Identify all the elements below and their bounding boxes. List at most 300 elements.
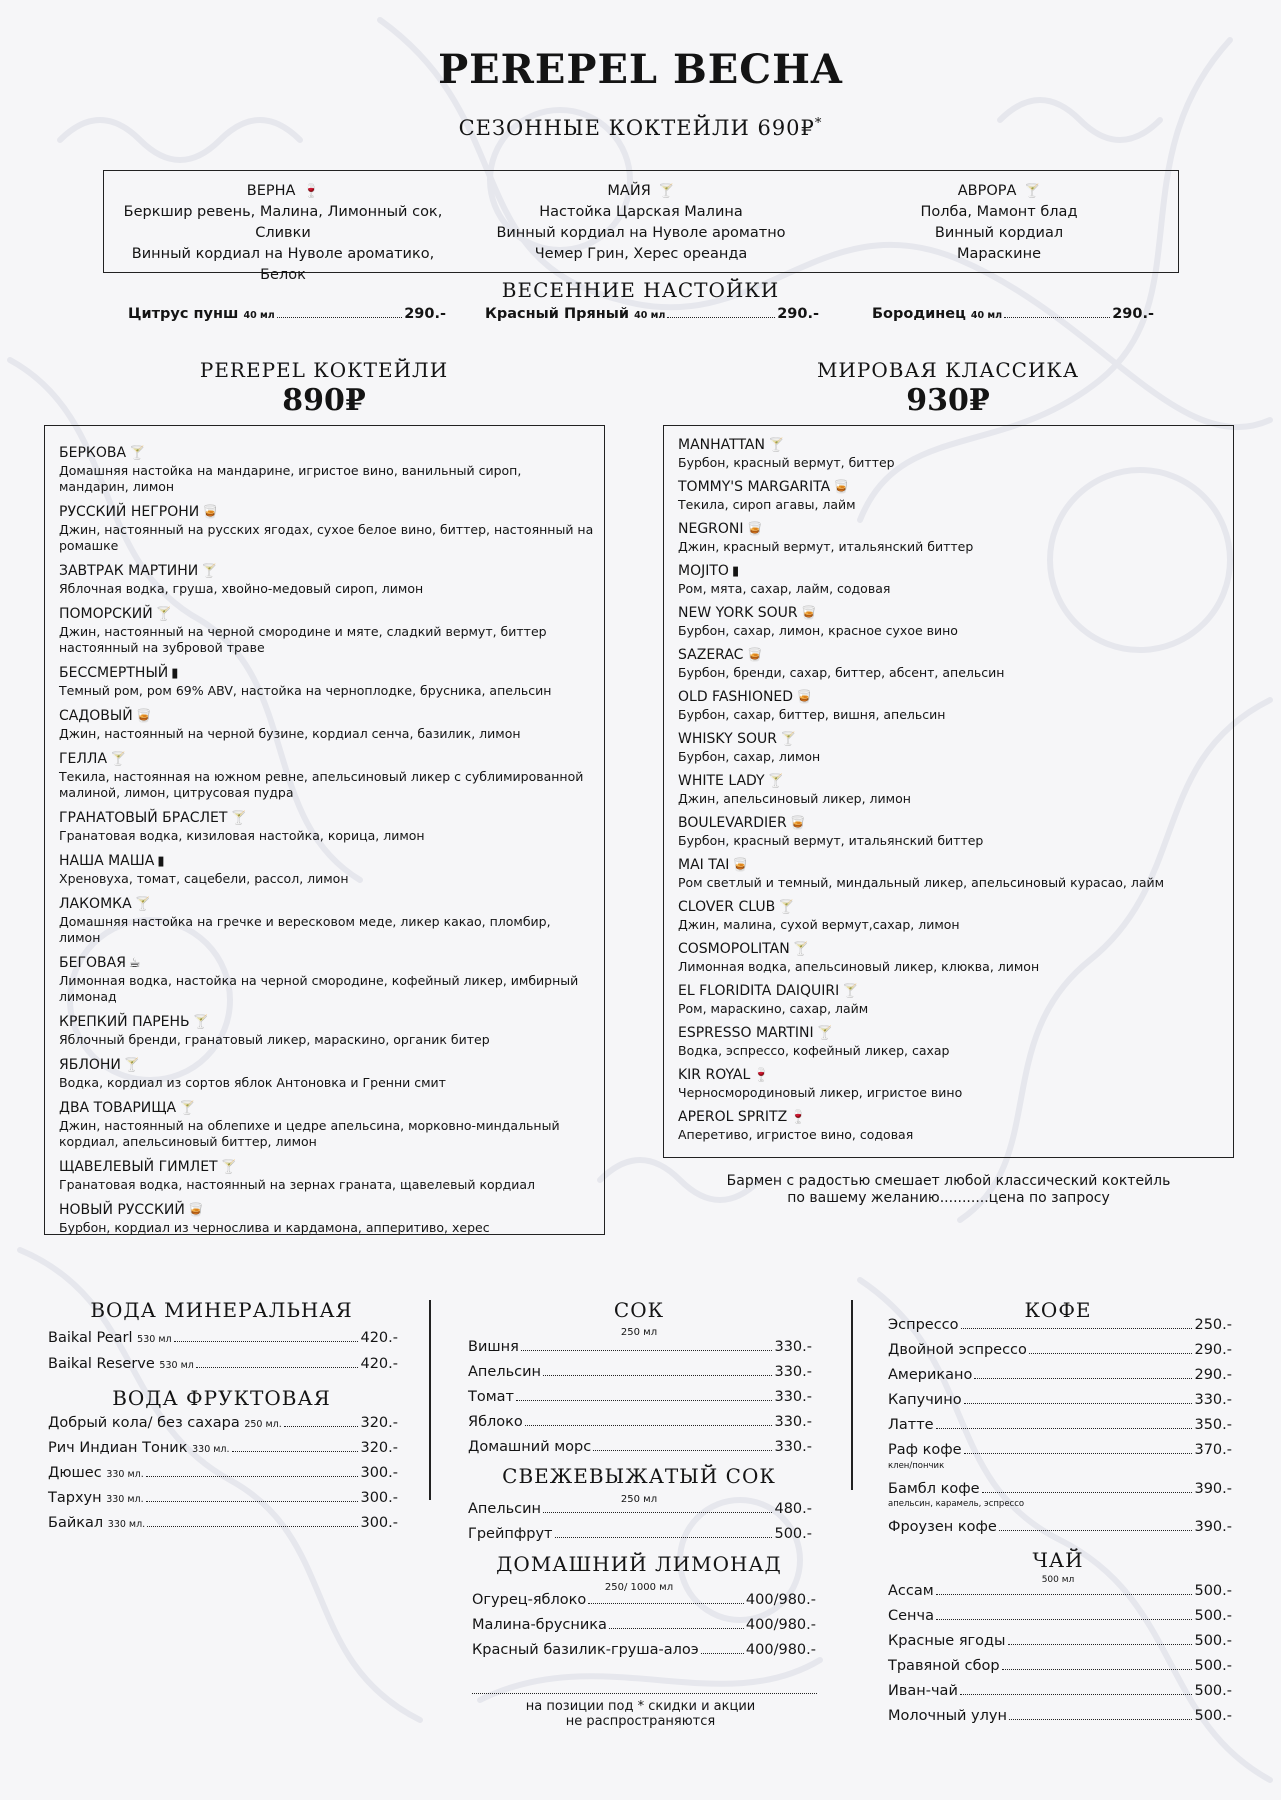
- column-divider: [429, 1300, 431, 1500]
- infusion-price: 290.-: [1112, 306, 1154, 322]
- cocktail-name: САДОВЫЙ 🥃: [59, 708, 152, 724]
- drink-note: апельсин, карамель, эспрессо: [888, 1499, 1025, 1509]
- drink-name: Молочный улун: [888, 1708, 1007, 1724]
- martini-glass-icon: 🍸: [658, 184, 675, 199]
- menu-title: PEREPEL BECHA: [438, 46, 843, 93]
- drink-row: [888, 1392, 1232, 1408]
- cocktail-description: Бурбон, сахар, биттер, вишня, апельсин: [678, 707, 946, 722]
- drink-row: [472, 1642, 816, 1658]
- drink-price: 330.-: [774, 1364, 812, 1380]
- cocktail-item: [678, 520, 1223, 555]
- infusion-price: 290.-: [404, 306, 446, 322]
- drink-name: Капучино: [888, 1392, 962, 1408]
- drink-row: [888, 1367, 1232, 1383]
- drink-row: [468, 1389, 812, 1405]
- cocktail-description: Ром, мята, сахар, лайм, содовая: [678, 581, 891, 596]
- infusions-row: [0, 306, 1281, 330]
- perepel-price: 890₽: [282, 383, 366, 418]
- classics-box: [663, 425, 1234, 1158]
- cocktail-item: [678, 562, 1223, 597]
- cocktail-item: [678, 604, 1223, 639]
- drink-row: [468, 1501, 812, 1517]
- drink-price: 400/980.-: [745, 1642, 816, 1658]
- cocktail-description: Яблочный бренди, гранатовый ликер, мараскино, органик битер: [59, 1032, 490, 1047]
- tea-heading: ЧАЙ: [1032, 1548, 1084, 1572]
- cocktail-name: ЛАКОМКА 🍸: [59, 896, 151, 912]
- dot-leader: [701, 1653, 744, 1654]
- drink-price: 420.-: [360, 1330, 398, 1346]
- martini-glass-icon: 🍸: [779, 732, 797, 747]
- cocktail-description: Водка, кордиал из сортов яблок Антоновка и Гренни смит: [59, 1075, 446, 1090]
- martini-glass-icon: 🍸: [1024, 184, 1041, 199]
- cocktail-description: Текила, настоянная на южном ревне, апельсиновый ликер с сублимированной малиной, лимон, цитрусовая пудра: [59, 769, 584, 800]
- drink-price: 290.-: [1194, 1342, 1232, 1358]
- cocktail-description: Джин, апельсиновый ликер, лимон: [678, 791, 911, 806]
- cocktail-item: [59, 852, 594, 887]
- flute-glass-icon: 🍷: [303, 184, 320, 199]
- drink-price: 500.-: [1194, 1708, 1232, 1724]
- cocktail-name: РУССКИЙ НЕГРОНИ 🥃: [59, 504, 219, 520]
- cocktail-item: [678, 436, 1223, 471]
- drink-row: [888, 1442, 1232, 1458]
- drink-row: [888, 1417, 1232, 1433]
- cocktail-name: NEGRONI 🥃: [678, 521, 763, 537]
- martini-glass-icon: 🍸: [129, 446, 146, 461]
- cocktail-name: SAZERAC 🥃: [678, 647, 763, 663]
- drink-row: [468, 1414, 812, 1430]
- cocktail-name: ЗАВТРАК МАРТИНИ 🍸: [59, 563, 218, 579]
- classics-list: [678, 436, 1223, 1150]
- column-divider: [851, 1300, 853, 1490]
- drink-price: 500.-: [1194, 1633, 1232, 1649]
- cocktail-item: [678, 856, 1223, 891]
- infusion-name: Красный Пряный 40 мл: [485, 306, 666, 322]
- drink-row: [48, 1415, 398, 1431]
- cocktail-description: Лимонная водка, настойка на черной смородине, кофейный ликер, имбирный лимонад: [59, 973, 579, 1004]
- drink-name: Раф кофе: [888, 1442, 962, 1458]
- nick-and-nora-glass-icon: 🍸: [110, 752, 127, 767]
- dot-leader: [1004, 317, 1110, 318]
- footnote-line: на позиции под * скидки и акции: [525, 1699, 756, 1714]
- seasonal-name: МАЙЯ 🍸: [462, 181, 820, 202]
- dot-leader: [609, 1628, 744, 1629]
- drink-name: Двойной эспрессо: [888, 1342, 1027, 1358]
- cocktail-name: OLD FASHIONED 🥃: [678, 689, 813, 705]
- drink-name: Апельсин: [468, 1364, 542, 1380]
- cocktail-description: Черносмородиновый ликер, игристое вино: [678, 1085, 963, 1100]
- drink-name: Бамбл кофе: [888, 1481, 980, 1497]
- highball-glass-icon: ▮: [157, 854, 165, 869]
- dot-leader: [961, 1328, 1193, 1329]
- dot-leader: [196, 1367, 359, 1368]
- cocktail-item: [59, 1056, 594, 1091]
- drink-name: Огурец-яблоко: [472, 1592, 587, 1608]
- cocktail-name: MANHATTAN 🍸: [678, 437, 785, 453]
- cocktail-description: Аперетиво, игристое вино, содовая: [678, 1127, 914, 1142]
- seasonal-item: [104, 181, 462, 286]
- drink-name: Тархун 330 мл.: [48, 1490, 144, 1506]
- drink-row: [468, 1364, 812, 1380]
- dot-leader: [146, 1501, 359, 1502]
- drink-price: 390.-: [1194, 1481, 1232, 1497]
- rocks-glass-icon: 🥃: [746, 522, 763, 537]
- cocktail-item: [59, 562, 594, 597]
- nick-and-nora-glass-icon: 🍸: [767, 774, 784, 789]
- nick-and-nora-glass-icon: 🍸: [155, 607, 172, 622]
- rocks-glass-icon: 🥃: [202, 505, 219, 520]
- drink-row: [888, 1583, 1232, 1599]
- highball-glass-icon: ▮: [731, 564, 740, 579]
- drink-price: 330.-: [774, 1439, 812, 1455]
- dot-leader: [543, 1512, 772, 1513]
- coffee-heading: КОФЕ: [1024, 1298, 1092, 1322]
- drink-note: клен/пончик: [888, 1461, 945, 1471]
- cocktail-name: БЕРКОВА 🍸: [59, 445, 146, 461]
- drink-row: [468, 1339, 812, 1355]
- cocktail-item: [678, 688, 1223, 723]
- cocktail-name: EL FLORIDITA DAIQUIRI 🍸: [678, 983, 859, 999]
- drink-price: 300.-: [360, 1515, 398, 1531]
- drink-price: 290.-: [1194, 1367, 1232, 1383]
- infusion-name: Бородинец 40 мл: [872, 306, 1003, 322]
- infusions-heading: ВЕСЕННИЕ НАСТОЙКИ: [501, 278, 780, 302]
- cocktail-description: Домашняя настойка на гречке и вересковом меде, ликер какао, пломбир, лимон: [59, 914, 551, 945]
- drink-name: Малина-брусника: [472, 1617, 607, 1633]
- drink-price: 370.-: [1194, 1442, 1232, 1458]
- dot-leader: [147, 1526, 358, 1527]
- dot-leader: [543, 1375, 772, 1376]
- dot-leader: [277, 317, 402, 318]
- drink-row: [48, 1515, 398, 1531]
- drink-price: 300.-: [360, 1465, 398, 1481]
- fresh-juice-volume: 250 мл: [620, 1494, 658, 1505]
- drink-name: Томат: [468, 1389, 514, 1405]
- seasonal-name: АВРОРА 🍸: [820, 181, 1178, 202]
- cocktail-name: WHISKY SOUR 🍸: [678, 731, 797, 747]
- rocks-glass-icon: 🥃: [833, 480, 850, 495]
- cocktail-name: CLOVER CLUB 🍸: [678, 899, 795, 915]
- cocktail-name: НОВЫЙ РУССКИЙ 🥃: [59, 1202, 205, 1218]
- cocktail-description: Ром, мараскино, сахар, лайм: [678, 1001, 869, 1016]
- drink-price: 320.-: [360, 1440, 398, 1456]
- dot-leader: [1029, 1353, 1193, 1354]
- cocktail-name: ЩАВЕЛЕВЫЙ ГИМЛЕТ 🍸: [59, 1159, 237, 1175]
- infusion-item: [485, 306, 819, 322]
- dot-leader: [1002, 1669, 1193, 1670]
- seasonal-ingredients: Винный кордиал на Нуволе ароматно: [496, 225, 786, 241]
- bartender-note-line: Бармен с радостью смешает любой классический коктейль: [726, 1173, 1171, 1189]
- cocktail-name: KIR ROYAL 🍷: [678, 1067, 770, 1083]
- drink-price: 500.-: [1194, 1683, 1232, 1699]
- rocks-glass-icon: 🥃: [796, 690, 813, 705]
- dot-leader: [936, 1619, 1192, 1620]
- drink-name: Baikal Reserve 530 мл: [48, 1356, 194, 1372]
- drink-row: [472, 1617, 816, 1633]
- nick-and-nora-glass-icon: 🍸: [792, 942, 809, 957]
- drink-row: [48, 1330, 398, 1346]
- cocktail-description: Бурбон, сахар, лимон, красное сухое вино: [678, 623, 958, 638]
- cocktail-item: [59, 503, 594, 554]
- cocktail-description: Ром светлый и темный, миндальный ликер, апельсиновый курасао, лайм: [678, 875, 1165, 890]
- drink-price: 330.-: [774, 1414, 812, 1430]
- drink-row: [888, 1683, 1232, 1699]
- martini-glass-icon: 🍸: [201, 564, 218, 579]
- seasonal-ingredients: Винный кордиал на Нуволе ароматико,: [131, 246, 435, 262]
- footnote-line: не распространяются: [565, 1714, 716, 1729]
- cocktail-item: [678, 982, 1223, 1017]
- drink-price: 300.-: [360, 1490, 398, 1506]
- dot-leader: [964, 1403, 1193, 1404]
- drink-price: 500.-: [1194, 1608, 1232, 1624]
- drink-name: Сенча: [888, 1608, 934, 1624]
- drink-name: Baikal Pearl 530 мл: [48, 1330, 172, 1346]
- cocktail-item: [678, 814, 1223, 849]
- drink-row: [48, 1490, 398, 1506]
- nick-and-nora-glass-icon: 🍸: [230, 811, 247, 826]
- dot-leader: [593, 1450, 772, 1451]
- drink-price: 330.-: [774, 1389, 812, 1405]
- drink-name: Домашний морс: [468, 1439, 592, 1455]
- cocktail-name: ЯБЛОНИ 🍸: [59, 1057, 141, 1073]
- cocktail-description: Бурбон, кордиал из чернослива и кардамона, апперитиво, херес: [59, 1220, 490, 1235]
- drink-name: Американо: [888, 1367, 973, 1383]
- drink-name: Грейпфрут: [468, 1526, 553, 1542]
- cocktail-item: [59, 1201, 594, 1236]
- footnote: [468, 1699, 813, 1729]
- drink-price: 500.-: [1194, 1658, 1232, 1674]
- drink-row: [888, 1708, 1232, 1724]
- perepel-heading: PEREPEL КОКТЕЙЛИ: [199, 358, 449, 382]
- drink-name: Яблоко: [468, 1414, 523, 1430]
- cocktail-name: APEROL SPRITZ 🍷: [678, 1109, 807, 1125]
- footnote-divider: [472, 1693, 817, 1694]
- cocktail-description: Темный ром, ром 69% ABV, настойка на черноплодке, брусника, апельсин: [59, 683, 552, 698]
- cocktail-item: [678, 478, 1223, 513]
- infusion-item: [128, 306, 446, 322]
- cocktail-name: ПОМОРСКИЙ 🍸: [59, 606, 172, 622]
- rocks-glass-icon: 🥃: [187, 1203, 205, 1218]
- dot-leader: [146, 1476, 359, 1477]
- cocktail-item: [59, 809, 594, 844]
- rocks-glass-icon: 🥃: [746, 648, 763, 663]
- drink-row: [888, 1608, 1232, 1624]
- dot-leader: [1009, 1719, 1193, 1720]
- dot-leader: [284, 1426, 359, 1427]
- rocks-glass-icon: 🥃: [732, 858, 749, 873]
- cocktail-description: Текила, сироп агавы, лайм: [678, 497, 856, 512]
- seasonal-ingredients: Винный кордиал: [934, 225, 1064, 241]
- martini-glass-icon: 🍸: [767, 438, 785, 453]
- seasonal-ingredients: Настойка Царская Малина: [539, 204, 743, 220]
- cocktail-description: Джин, настоянный на облепихе и цедре апельсина, морковно-миндальный кордиал, апельсиновый биттер, лимон: [59, 1118, 560, 1149]
- cocktail-description: Джин, настоянный на черной бузине, кордиал сенча, базилик, лимон: [59, 726, 521, 741]
- drink-name: Вишня: [468, 1339, 519, 1355]
- perepel-cocktails-box: [44, 425, 605, 1235]
- martini-glass-icon: 🍸: [123, 1058, 141, 1073]
- cocktail-item: [678, 646, 1223, 681]
- cocktail-name: НАША МАША ▮: [59, 853, 165, 869]
- cocktail-description: Джин, настоянный на черной смородине и мяте, сладкий вермут, биттер настоянный на зубровой траве: [59, 624, 547, 655]
- drink-row: [888, 1633, 1232, 1649]
- cocktail-description: Бурбон, бренди, сахар, биттер, абсент, апельсин: [678, 665, 1005, 680]
- seasonal-ingredients: Мараскине: [956, 246, 1042, 262]
- cocktail-name: ESPRESSO MARTINI 🍸: [678, 1025, 833, 1041]
- drink-name: Ассам: [888, 1583, 934, 1599]
- drink-price: 480.-: [774, 1501, 812, 1517]
- seasonal-ingredients: Белок: [260, 267, 306, 283]
- cocktail-description: Джин, малина, сухой вермут,сахар, лимон: [678, 917, 960, 932]
- seasonal-item: [820, 181, 1178, 265]
- rocks-glass-icon: 🥃: [135, 709, 152, 724]
- cocktail-description: Гранатовая водка, настоянный на зернах граната, щавелевый кордиал: [59, 1177, 535, 1192]
- drink-price: 500.-: [774, 1526, 812, 1542]
- cocktail-item: [59, 954, 594, 1005]
- rocks-glass-icon: 🥃: [800, 606, 817, 621]
- drink-row: [888, 1519, 1232, 1535]
- classics-heading: МИРОВАЯ КЛАССИКА: [816, 358, 1080, 382]
- martini-glass-icon: 🍸: [192, 1015, 209, 1030]
- cocktail-item: [59, 444, 594, 495]
- drink-row: [888, 1658, 1232, 1674]
- cocktail-item: [59, 1013, 594, 1048]
- seasonal-ingredients: Полба, Мамонт блад: [920, 204, 1078, 220]
- seasonal-name: ВЕРНА 🍷: [104, 181, 462, 202]
- rocks-glass-icon: 🥃: [789, 816, 806, 831]
- mineral-water-heading: ВОДА МИНЕРАЛЬНАЯ: [90, 1298, 353, 1322]
- drink-price: 400/980.-: [745, 1592, 816, 1608]
- dot-leader: [974, 1378, 1192, 1379]
- cocktail-item: [678, 898, 1223, 933]
- seasonal-ingredients: Чемер Грин, Херес ореанда: [534, 246, 748, 262]
- infusion-price: 290.-: [777, 306, 819, 322]
- lemonade-heading: ДОМАШНИЙ ЛИМОНАД: [496, 1552, 782, 1576]
- drink-price: 500.-: [1194, 1583, 1232, 1599]
- bartender-note-line: по вашему желанию...........цена по запросу: [787, 1190, 1110, 1206]
- dot-leader: [555, 1537, 773, 1538]
- cocktail-name: КРЕПКИЙ ПАРЕНЬ 🍸: [59, 1014, 209, 1030]
- drink-name: Эспрессо: [888, 1317, 959, 1333]
- dot-leader: [525, 1425, 773, 1426]
- dot-leader: [964, 1453, 1193, 1454]
- cocktail-description: Гранатовая водка, кизиловая настойка, корица, лимон: [59, 828, 425, 843]
- cocktail-name: NEW YORK SOUR 🥃: [678, 605, 817, 621]
- dot-leader: [667, 317, 775, 318]
- fresh-juice-heading: СВЕЖЕВЫЖАТЫЙ СОК: [502, 1464, 776, 1488]
- cocktail-item: [678, 1066, 1223, 1101]
- seasonal-heading-text: СЕЗОННЫЕ КОКТЕЙЛИ 690₽: [458, 116, 815, 140]
- cocktail-item: [59, 664, 594, 699]
- cocktail-item: [678, 1108, 1223, 1143]
- flute-glass-icon: 🍷: [753, 1068, 770, 1083]
- dot-leader: [232, 1451, 359, 1452]
- drink-price: 420.-: [360, 1356, 398, 1372]
- cocktail-description: Лимонная водка, апельсиновый ликер, клюква, лимон: [678, 959, 1040, 974]
- drink-name: Фроузен кофе: [888, 1519, 997, 1535]
- bartender-note: [663, 1173, 1234, 1207]
- cocktail-item: [59, 1099, 594, 1150]
- cocktail-description: Бурбон, сахар, лимон: [678, 749, 821, 764]
- infusion-name: Цитрус пунш 40 мл: [128, 306, 275, 322]
- martini-glass-icon: 🍸: [816, 1026, 833, 1041]
- drink-name: Добрый кола/ без сахара 250 мл.: [48, 1415, 282, 1431]
- cocktail-item: [59, 1158, 594, 1193]
- drink-name: Красные ягоды: [888, 1633, 1006, 1649]
- drink-name: Апельсин: [468, 1501, 542, 1517]
- cocktail-item: [678, 940, 1223, 975]
- dot-leader: [588, 1603, 744, 1604]
- dot-leader: [521, 1350, 773, 1351]
- cocktail-item: [678, 772, 1223, 807]
- dot-leader: [516, 1400, 772, 1401]
- drink-price: 330.-: [1194, 1392, 1232, 1408]
- cocktail-item: [678, 730, 1223, 765]
- dot-leader: [174, 1341, 359, 1342]
- cocktail-name: ГРАНАТОВЫЙ БРАСЛЕТ 🍸: [59, 810, 247, 826]
- drink-row: [48, 1440, 398, 1456]
- seasonal-box: [103, 170, 1179, 283]
- dot-leader: [936, 1428, 1193, 1429]
- cocktail-name: BOULEVARDIER 🥃: [678, 815, 806, 831]
- cocktail-name: MAI TAI 🥃: [678, 857, 749, 873]
- cocktail-item: [59, 707, 594, 742]
- drink-name: Травяной сбор: [888, 1658, 1000, 1674]
- cocktail-description: Бурбон, красный вермут, итальянский биттер: [678, 833, 984, 848]
- cocktail-item: [59, 605, 594, 656]
- dot-leader: [936, 1594, 1193, 1595]
- lemonade-volume: 250/ 1000 мл: [604, 1582, 674, 1593]
- drink-price: 390.-: [1194, 1519, 1232, 1535]
- seasonal-item: [462, 181, 820, 265]
- cocktail-description: Джин, настоянный на русских ягодах, сухое белое вино, биттер, настоянный на ромашке: [59, 522, 594, 553]
- drink-row: [888, 1317, 1232, 1333]
- mug-icon: ☕: [128, 956, 141, 971]
- fruit-water-heading: ВОДА ФРУКТОВАЯ: [112, 1386, 331, 1410]
- martini-glass-icon: 🍸: [134, 897, 151, 912]
- martini-glass-icon: 🍸: [220, 1160, 237, 1175]
- cocktail-name: БЕГОВАЯ ☕: [59, 955, 141, 971]
- cocktail-name: COSMOPOLITAN 🍸: [678, 941, 809, 957]
- cocktail-name: WHITE LADY 🍸: [678, 773, 784, 789]
- highball-glass-icon: ▮: [171, 666, 179, 681]
- drink-price: 250.-: [1194, 1317, 1232, 1333]
- martini-glass-icon: 🍸: [179, 1101, 196, 1116]
- drink-name: Рич Индиан Тоник 330 мл.: [48, 1440, 230, 1456]
- drink-price: 330.-: [774, 1339, 812, 1355]
- flute-glass-icon: 🍷: [790, 1110, 807, 1125]
- martini-glass-icon: 🍸: [842, 984, 859, 999]
- drink-row: [888, 1481, 1232, 1497]
- drink-name: Дюшес 330 мл.: [48, 1465, 144, 1481]
- dot-leader: [999, 1530, 1193, 1531]
- seasonal-heading: [0, 116, 1281, 140]
- drink-row: [888, 1342, 1232, 1358]
- drink-row: [472, 1592, 816, 1608]
- drink-name: Латте: [888, 1417, 934, 1433]
- cocktail-name: MOJITO ▮: [678, 563, 740, 579]
- asterisk-mark: *: [814, 116, 823, 131]
- cocktail-description: Домашняя настойка на мандарине, игристое вино, ванильный сироп, мандарин, лимон: [59, 463, 522, 494]
- dot-leader: [1008, 1644, 1193, 1645]
- cocktail-description: Бурбон, красный вермут, биттер: [678, 455, 895, 470]
- drink-name: Байкал 330 мл.: [48, 1515, 146, 1531]
- cocktail-item: [59, 895, 594, 946]
- tea-volume: 500 мл: [1041, 1575, 1075, 1585]
- seasonal-ingredients: Беркшир ревень, Малина, Лимонный сок, Сливки: [123, 204, 443, 241]
- drink-row: [48, 1356, 398, 1372]
- cocktail-name: БЕССМЕРТНЫЙ ▮: [59, 665, 179, 681]
- cocktail-description: Водка, эспрессо, кофейный ликер, сахар: [678, 1043, 950, 1058]
- drink-row: [48, 1465, 398, 1481]
